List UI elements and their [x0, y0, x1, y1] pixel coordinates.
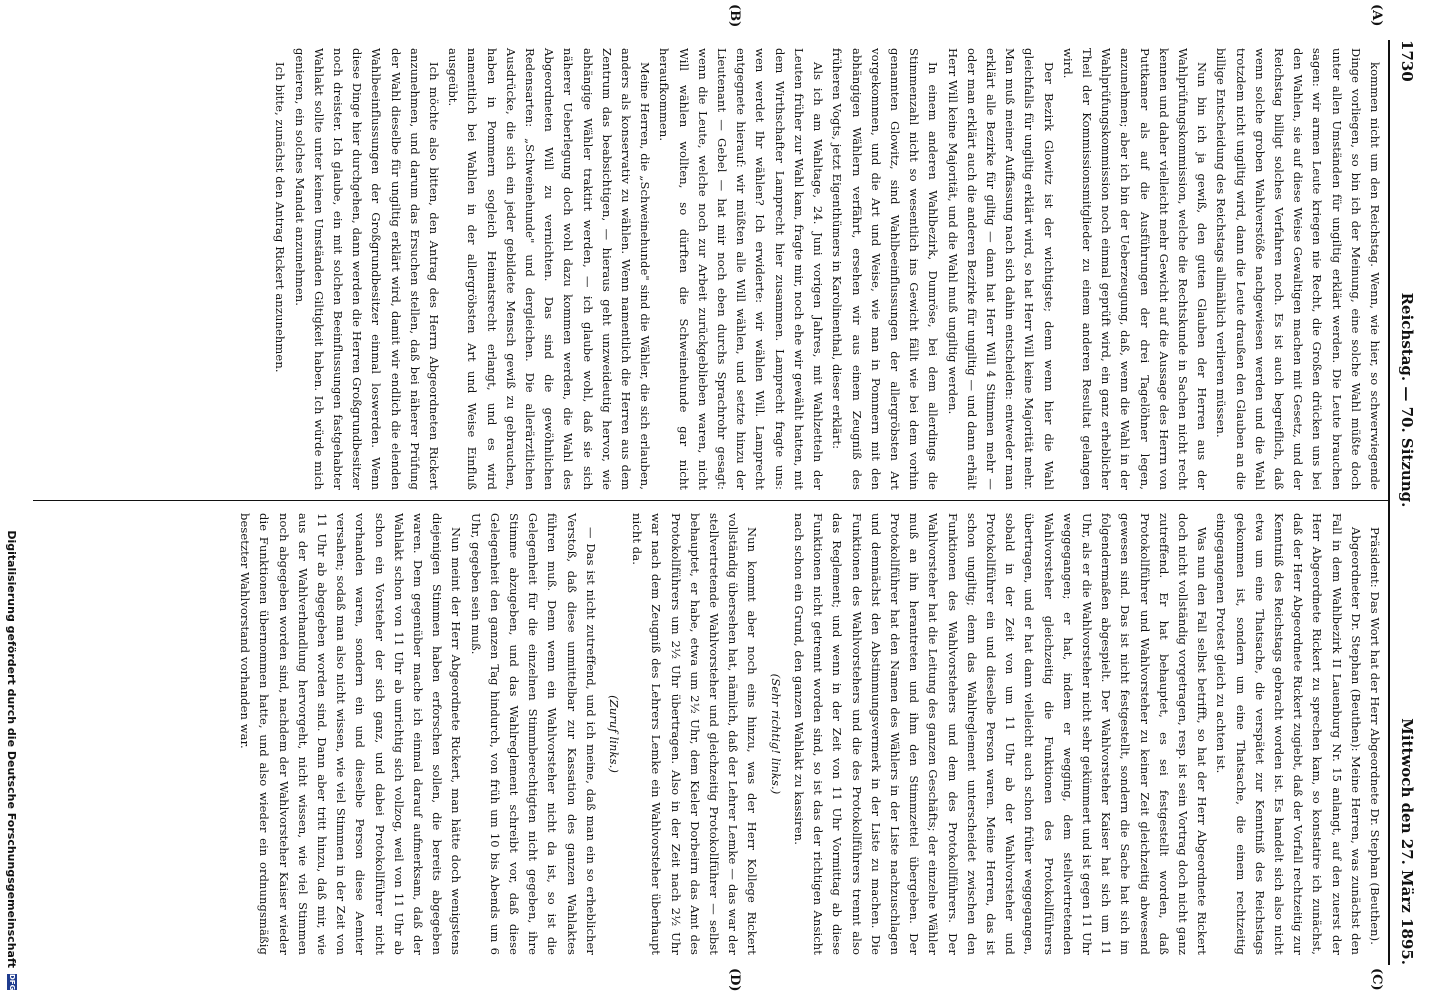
header-rule [1388, 40, 1390, 965]
paragraph: Ich bitte, zunächst den Antrag Rickert anzunehmen. [273, 62, 288, 373]
interjection: (Sehr richtig! links.) [768, 673, 783, 795]
paragraph: Der Bezirk Glowitz ist der wichtigste; denn wenn hier die Wahl gleichfalls für ungiltig erklärt wird, so hat Herr Will keine Majorität mehr. Man muß meiner Auffassung nach sich dahin entscheiden: entweder man erklärt alle Bezirke für giltig — dann hat Herr Will 4 Stimmen mehr — oder man erklärt auch die anderen Bezirke für ungiltig — und dann erhält Herr Will keine Majorität, und die Wahl muß ungiltig werden. [945, 48, 1056, 490]
paragraph: kommen nicht um den Reichstag. Wenn, wie hier, so schwerwiegende Dinge vorliegen, so bin ich der Meinung, eine solche Wahl müßte doch unter allen Umständen für ungiltig erklärt werden. Die Leute brauchen sagen: wir armen Leute kriegen nie Recht, die Großen drücken uns bei den Wahlen, sie auf diese Weise Gewaltigen machen mit Gesetz, und der Reichstag billigt solches Verfahren noch. Es ist auch begreiflich, daß wenn solche groben Wahlverstöße nachgewiesen werden und die Wahl trotzdem nicht ungiltig wird, dann die Leute draußen den Glauben an die billige Entscheidung des Reichstags allmählich verlieren müssen. [1214, 48, 1382, 490]
digitization-credit [2, 10, 22, 990]
margin-marker-d: (D) [727, 968, 742, 992]
paragraph: — Das ist nicht zutreffend, und ich meine, daß man ein so erheblicher Verstoß, daß diese unmittelbar zur Kassation des ganzen Wahlaktes führen muß. Denn wenn ein Wahlvorsteher nicht da ist, so ist die Gelegenheit für die einzelnen Stimmberechtigten nicht gegeben, ihre Stimme abzugeben, und das Wahlreglement schreibt vor, daß diese Gelegenheit den ganzen Tag hindurch, von früh um 10 bis Abends um 6 Uhr, gegeben sein muß. [468, 513, 598, 955]
paragraph: Was nun den Fall selbst betrifft, so hat der Herr Abgeordnete Rickert doch nicht vollständig vorgetragen, resp. ist sein Vortrag doch nicht ganz zutreffend. Er hat behauptet, es sei festgestellt worden, daß Protokollführer und Wahlvorsteher zu keiner Zeit gleichzeitig abwesend gewesen sind. Das ist nicht festgestellt, sondern die Sache hat sich im folgendermaßen abgespielt. Der Wahlvorsteher Kaiser hat sich um 11 Uhr, als er die Wahlvorsteher nicht sehr gekümmert und ist gegen 11 Uhr weggegangen; er hat, indem er wegging, dem stellvertretenden Wahlvorsteher gleichzeitig die Funktionen des Protokollführers übertragen, und er hat dann vielleicht auch schon früher weggegangen, sobald in der Zeit von um 11 Uhr ab der Wahlvorsteher und Protokollführer ein und dieselbe Person waren. Meine Herren, das ist schon ungiltig; denn das Wahlreglement unterscheidet zwischen den Funktionen des Wahlvorstehers und dem des Protokollführers. Der Wahlvorsteher hat die Leitung des ganzen Geschäfts; der einzelne Wähler muß an ihn herantreten und ihm den Stimmzettel übergeben. Der Protokollführer hat den Namen des Wählers in der Liste nachzuschlagen und demnächst den Abstimmungsvermerk in der Liste zu machen. Die Funktionen des Wahlvorstehers und die des Protokollführers trennt also das Reglement; und wenn in der Zeit von 11 Uhr Vormittag ab diese Funktionen nicht getrennt worden sind, so ist das der richtigen Ansicht nach schon ein Grund, den ganzen Wahlakt zu kassiren. [791, 513, 1210, 955]
session-title: Reichstag. — 70. Sitzung. [1398, 292, 1416, 508]
left-column [270, 48, 1384, 490]
session-date: Mittwoch den 27. März 1895. [1398, 718, 1416, 965]
paragraph: Präsident: Das Wort hat der Herr Abgeordnete Dr. Stephan (Beuthen). [1368, 527, 1382, 946]
margin-marker-a: (A) [1369, 4, 1384, 27]
right-column [235, 513, 1384, 955]
paragraph: In einem anderen Wahlbezirk, Dumröse, bei dem allerdings die Stimmenzahl nicht so wesentlich ins Gewicht fällt wie bei dem vorhin genannten Glowitz, sind Wahlbeeinflussungen der allergröbsten Art vorgekommen, und die Art und Weise, wie man in Pommern mit den abhängigen Wählern verfährt, ersehen wir aus einem Zeugniß des früheren Vogts, jetzt Eigenthümers in Karolinenthal, dieser erklärt: [830, 48, 941, 490]
paragraph: Als ich am Wahltage, 24. Juni vorigen Jahres, mit Wahlzetteln der Leuten früher zur Wahl kam, fragte mir, noch ehe wir gewählt hatten, mit dem Wirthschafter Lamprecht hier zusammen. Lamprecht fragte uns: wen werdet Ihr wählen? Ich erwiderte: wir wählen Will. Lamprecht entgegnete hierauf: wir müßten alle Will wählen, und setzte hinzu der Lieutenant — Gebel — hat mir noch eben durchs Sprachrohr gesagt: wenn die Leute, welche noch zur Arbeit zurückgeblieben waren, nicht Will wählen wollten, so dürften die Schweinehunde gar nicht heraufkommen. [657, 48, 826, 490]
interjection: (Zuruf links.) [607, 695, 622, 773]
margin-marker-c: (C) [1369, 968, 1384, 991]
paragraph: Nun bin ich ja gewiß, den guten Glauben der Herren aus der Wahlprüfungskommission, welche die Rechtskunde in Sachen nicht recht kennen und daher vielleicht mehr Gewicht auf die Aussage des Herrn von Puttkamer als auf die Ausführungen der drei Tagelöhner legen, anzunehmen; aber ich bin der Ueberzeugung, daß, wenn die Wahl in der Wahlprüfungskommission noch einmal geprüft wird, ein ganz erheblicher Theil der Kommissionsmitglieder zu einem anderen Resultat gelangen wird. [1060, 48, 1210, 490]
credit-text: Digitalisierung gefördert durch die Deutsche Forschungsgemeinschaft [5, 530, 19, 968]
paragraph: Abgeordneter Dr. Stephan (Beuthen): Meine Herren, was zunächst den Fall in dem Wahlbezirk II Lauenburg Nr. 15 anlangt, auf den zuerst der Herr Abgeordnete Rickert zu sprechen kam, so konstatire ich zunächst, daß der Herr Abgeordnete Rickert zugiebt, daß der Vorfall rechtzeitig zur Kenntniß des Reichstags gebracht worden ist. Es handelt sich also nicht etwa um eine Thatsache, die verspätet zur Kenntniß des Reichstags gekommen ist, sondern um eine Thatsache, die einem rechtzeitig eingegangenen Protest gleich zu achten ist. [1214, 513, 1363, 955]
paragraph: Meine Herren, die „Schweinehunde" sind die Wähler, die sich erlauben, anders als konservativ zu wählen. Wenn namentlich die Herren aus dem Zentrum das beabsichtigen, — hieraus geht unzweideutig hervor, wie abhängige Wähler traktirt werden, — ich glaube wohl, daß sie sich näherer Ueberlegung doch wohl dazu kommen werden, die Wahl des Abgeordneten Will zu vernichten. Das sind die gewöhnlichen Redensarten: „Schweinehunde" und dergleichen. Die allerärztlichen Ausdrücke, die sich ein jeder gebildete Mensch gewiß zu gebrauchen, haben in Pommern sogleich Heimatsrecht erlangt, und es wird namentlich bei Wahlen in der allergröbsten Art und Weise Einfluß ausgeübt. [446, 48, 653, 490]
page-number: 1730 [1398, 40, 1416, 82]
paragraph: Ich möchte also bitten, den Antrag des Herrn Abgeordneten Rickert anzunehmen, und darum das Ersuchen stellen, daß bei näherer Prüfung der Wahl dieselbe für ungiltig erklärt wird, damit wir endlich die elenden Wahlbeeinflussungen der Großgrundbesitzer einmal loswerden. Wenn diese Dinge hier durchgehen, dann werden die Herren Großgrundbesitzer noch dreister. Ich glaube, ein mit solchen Beeinflussungen fastgehabter Wahlakt sollte unter keinen Umständen Giltigkeit haben. Ich würde mich genieren, ein solches Mandat anzunehmen. [292, 48, 442, 490]
page-header [1392, 40, 1422, 965]
margin-marker-b: (B) [727, 4, 742, 28]
dfg-logo: DFG [8, 974, 16, 991]
column-divider [33, 500, 1388, 501]
paragraph: Nun kommt aber noch eins hinzu, was der Herr Kollege Rickert vollständig übersehen hat, nämlich, daß der Lehrer Lemke — das war der stellvertretende Wahlvorsteher und gleichzeitig Protokollführer — selbst behauptet, er habe, etwa um 2½ Uhr, dem Kieler Dorbeirn das Amt des Protokollführers um 2½ Uhr übertragen. Also in der Zeit nach 2½ Uhr war nach dem Zeugniß des Lehrers Lemke ein Wahlvorsteher überhaupt nicht da. [630, 513, 760, 955]
paragraph: Nun meint der Herr Abgeordnete Rickert, man hätte doch wenigstens diejenigen Stimmen haben erforschen sollen, die bereits abgegeben waren. Dem gegenüber mache ich einmal darauf aufmerksam, daß der Wahlakt schon von 11 Uhr ab unrichtig sich vollzog, weil von 11 Uhr ab schon ein Vorsteher der sich ganz, und dabei Protokollführer nicht vorhanden waren, sondern ein und dieselbe Person diese Aemter versahen; sodaß man also nicht wissen, wie viel Stimmen in der Zeit von 11 Uhr ab abgegeben worden sind. Dann aber tritt hinzu, daß mir, wie aus der Wahlverhandlung hervorgeht, nicht wissen, wie viel Stimmen noch abgegeben worden sind, nachdem der Wahlvorsteher Kaiser wieder die Funktionen übernommen hatte, und also wieder ein ordnungsmäßig besetzter Wahlvorstand vorhanden war. [238, 513, 464, 955]
